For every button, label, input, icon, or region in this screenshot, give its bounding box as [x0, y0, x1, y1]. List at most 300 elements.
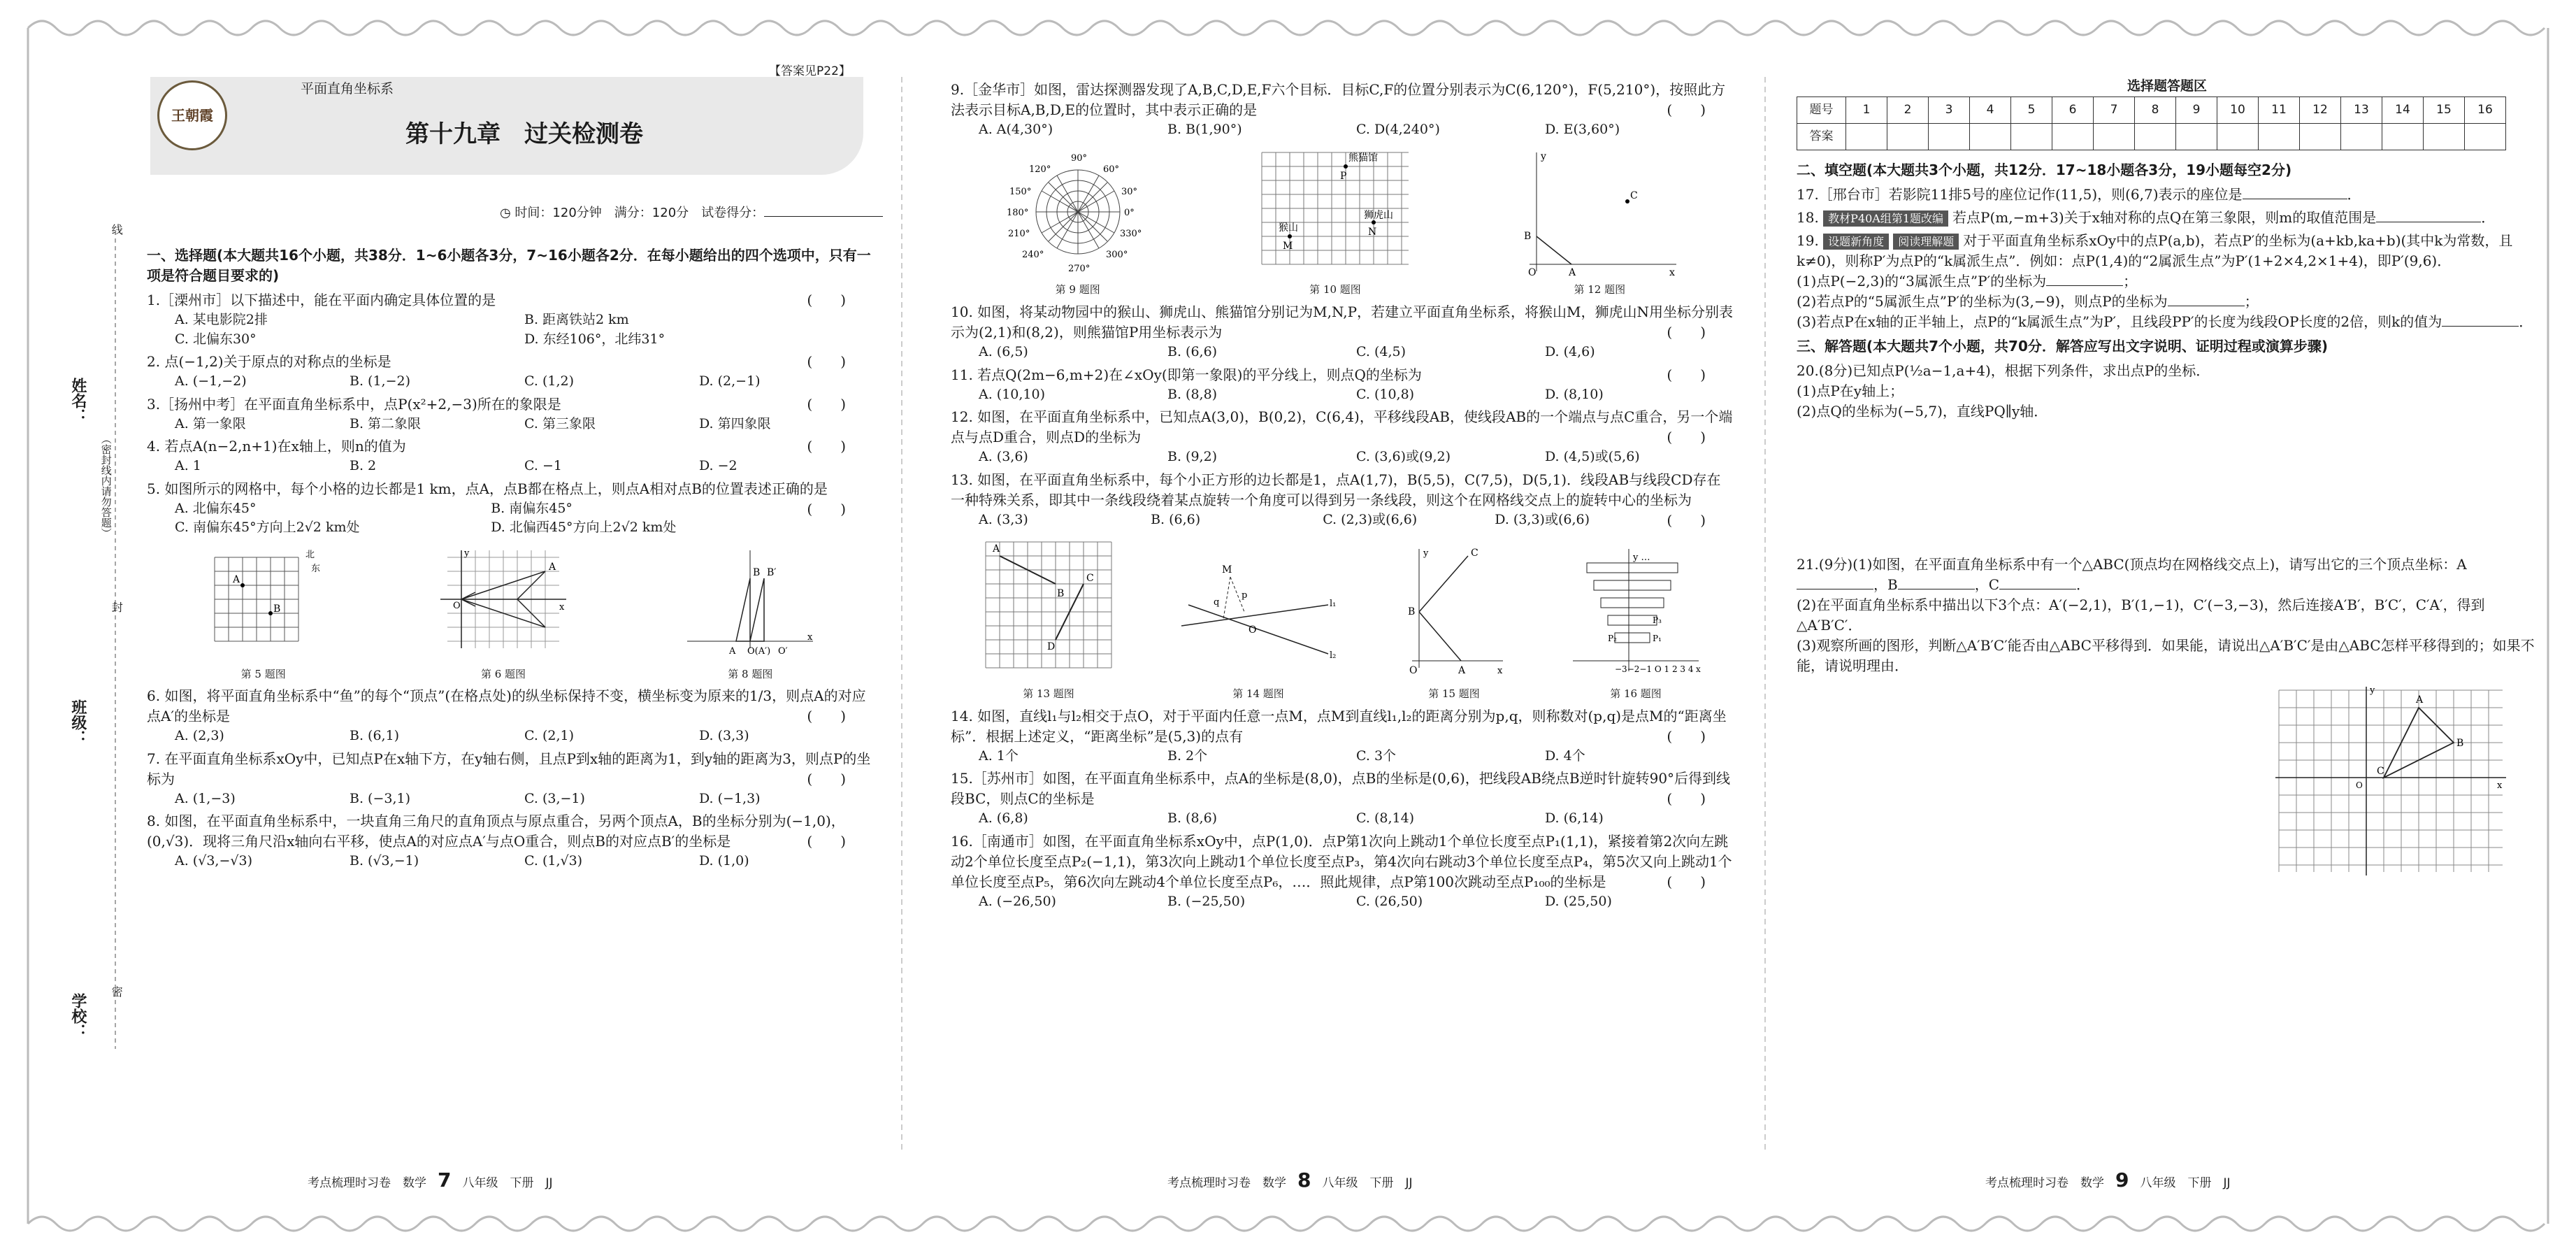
q15-opt-b[interactable]: B. (8,6)	[1167, 810, 1218, 827]
footer-9-number: 9	[2115, 1168, 2129, 1192]
answer-area-title: 选择题答题区	[2127, 78, 2207, 94]
svg-text:x: x	[807, 631, 813, 643]
answer-grid-number: 10	[2217, 96, 2259, 123]
q5-text: 5. 如图所示的网格中，每个小格的边长都是1 km，点A，点B都在格点上，则点A相对点B的位置表述正确的是	[147, 480, 828, 497]
q13-opt-a[interactable]: A. (3,3)	[979, 511, 1028, 527]
q5-opt-d[interactable]: D. 北偏西45°方向上2√2 km处	[491, 520, 677, 536]
svg-text:240°: 240°	[1021, 249, 1044, 260]
figure-6-caption: 第 6 题图	[480, 667, 526, 680]
svg-text:x: x	[1696, 664, 1701, 675]
q13-opt-c[interactable]: C. (2,3)或(6,6)	[1323, 511, 1418, 527]
q14-opt-a[interactable]: A. 1个	[979, 748, 1019, 764]
q3-opt-c[interactable]: C. 第三象限	[524, 415, 596, 431]
figure-13	[979, 535, 1118, 702]
answer-ref: 【答案见P22】	[769, 64, 851, 78]
footer-8-right: 八年级 下册 JJ	[1322, 1176, 1413, 1190]
q12-opt-c[interactable]: C. (3,6)或(9,2)	[1356, 449, 1451, 465]
q6-opt-a[interactable]: A. (2,3)	[175, 728, 224, 744]
q12-opt-a[interactable]: A. (3,6)	[979, 449, 1028, 465]
answer-grid-cell[interactable]	[2341, 123, 2382, 150]
answer-grid-number: 8	[2135, 96, 2176, 123]
q19-text: 对于平面直角坐标系xOy中的点P(a,b)，若点P′的坐标为(a+kb,ka+b)(其中k为常数，且k≠0)，则称P′为点P的“k属派生点”．例如：点P(1,4)的“2属派生点”为P′(1+2×4,2×1+4)，即P′(9,6)．	[1797, 231, 2513, 269]
q19-part-1-blank[interactable]	[2046, 285, 2123, 286]
figure-15-caption: 第 15 题图	[1428, 687, 1480, 700]
q4-opt-d[interactable]: D. −2	[699, 458, 737, 474]
q13-opt-d[interactable]: D. (3,3)或(6,6)	[1495, 511, 1590, 527]
q15-opt-d[interactable]: D. (6,14)	[1545, 810, 1604, 827]
q1-opt-a[interactable]: A. 某电影院2排	[175, 312, 268, 327]
svg-text:180°: 180°	[1006, 207, 1028, 218]
q8-answer-paren[interactable]: ( )	[807, 833, 846, 850]
q10-answer-paren[interactable]: ( )	[1667, 324, 1706, 341]
q14-opt-b[interactable]: B. 2个	[1167, 748, 1208, 764]
answer-grid-cell[interactable]	[1846, 123, 1887, 150]
answer-grid-header-ans: 答案	[1797, 123, 1846, 150]
seal-seal: 封	[110, 601, 124, 613]
figure-8-graphic	[680, 543, 820, 662]
svg-text:N: N	[1367, 226, 1377, 238]
answer-grid-cell[interactable]	[1887, 123, 1929, 150]
svg-text:O′: O′	[778, 645, 788, 657]
name-label: 姓名：	[69, 378, 87, 424]
figure-12	[1516, 145, 1683, 299]
q2-opt-d[interactable]: D. (2,−1)	[699, 373, 761, 389]
svg-text:P₃: P₃	[1653, 615, 1662, 626]
answer-grid-number: 14	[2382, 96, 2424, 123]
q6-answer-paren[interactable]: ( )	[807, 708, 846, 725]
svg-text:C: C	[1086, 573, 1094, 585]
logo-text: 王朝霞	[171, 106, 213, 124]
question-11	[951, 365, 1734, 405]
svg-text:y: y	[463, 548, 470, 559]
q7-opt-b[interactable]: B. (−3,1)	[350, 790, 411, 806]
q7-opt-c[interactable]: C. (3,−1)	[524, 790, 585, 806]
svg-text:60°: 60°	[1102, 164, 1119, 175]
q6-opt-b[interactable]: B. (6,1)	[350, 728, 400, 744]
question-9	[951, 80, 1734, 140]
question-14	[951, 706, 1734, 766]
q15-answer-paren[interactable]: ( )	[1667, 790, 1706, 808]
figure-16	[1566, 542, 1706, 702]
exam-meta	[500, 204, 883, 222]
answer-grid-cell[interactable]	[2217, 123, 2259, 150]
figure-9	[1001, 145, 1155, 299]
q19-part-1: (1)点P(−2,3)的“3属派生点”P′的坐标为 ；	[1797, 272, 2138, 289]
svg-text:O: O	[2356, 780, 2363, 790]
q13-opt-b[interactable]: B. (6,6)	[1151, 511, 1201, 527]
svg-text:330°: 330°	[1119, 228, 1142, 239]
answer-grid-number: 15	[2424, 96, 2465, 123]
question-20	[1797, 361, 2538, 422]
page-title: 第十九章 过关检测卷	[405, 120, 643, 148]
figure-6	[433, 543, 573, 682]
q2-opt-c[interactable]: C. (1,2)	[524, 373, 574, 389]
q19-part-3-blank[interactable]	[2442, 326, 2519, 327]
q15-text: 15.［苏州市］如图，在平面直角坐标系中，点A的坐标是(8,0)，点B的坐标是(0,6)，把线段AB绕点B逆时针旋转90°后得到线段BC，则点C的坐标是	[951, 770, 1731, 808]
question-1	[147, 290, 874, 349]
q5-opt-c[interactable]: C. 南偏东45°方向上2√2 km处	[175, 520, 360, 536]
column-2	[951, 77, 1734, 914]
q2-text: 2. 点(−1,2)关于原点的对称点的坐标是	[147, 353, 391, 371]
q16-opt-d[interactable]: D. (25,50)	[1545, 893, 1612, 909]
figure-16-graphic	[1566, 542, 1706, 682]
question-6	[147, 686, 874, 746]
q2-opt-b[interactable]: B. (1,−2)	[350, 373, 411, 389]
footer-7-left: 考点梳理时习卷 数学	[308, 1176, 426, 1190]
svg-text:y: y	[2370, 685, 2375, 696]
answer-grid-number: 16	[2465, 96, 2506, 123]
q11-opt-a[interactable]: A. (10,10)	[979, 386, 1046, 402]
q9-opt-c[interactable]: C. D(4,240°)	[1356, 122, 1440, 137]
figure-8-caption: 第 8 题图	[728, 667, 773, 680]
q5-opt-a[interactable]: A. 北偏东45°	[175, 500, 257, 516]
q2-opt-a[interactable]: A. (−1,−2)	[175, 373, 247, 389]
q14-text: 14. 如图，直线l₁与l₂相交于点O，对于平面内任意一点M，点M到直线l₁,l₂的距离分别为p,q，则称数对(p,q)是点M的“距离坐标”．根据上述定义，“距离坐标”是(5,3)的点有	[951, 707, 1727, 745]
answer-grid-cell[interactable]	[1929, 123, 1970, 150]
svg-text:P₂: P₂	[1608, 634, 1617, 644]
q19-badge-1: 设题新角度	[1823, 234, 1889, 250]
svg-text:A: A	[1569, 266, 1576, 278]
svg-text:A: A	[729, 645, 736, 657]
figure-6-graphic	[433, 543, 573, 662]
q3-text: 3.［扬州中考］在平面直角坐标系中，点P(x²+2,−3)所在的象限是	[147, 395, 561, 413]
q3-answer-paren[interactable]: ( )	[807, 395, 846, 413]
q10-opt-a[interactable]: A. (6,5)	[979, 344, 1028, 360]
answer-grid-cell[interactable]	[2052, 123, 2094, 150]
svg-text:x: x	[2497, 780, 2503, 791]
q1-opt-d[interactable]: D. 东经106°，北纬31°	[524, 331, 665, 347]
q20-text: 20.(8分)已知点P(½a−1,a+4)，根据下列条件，求出点P的坐标．	[1797, 362, 2210, 379]
footer-page-9	[1985, 1166, 2231, 1195]
svg-text:B′: B′	[767, 566, 777, 578]
q3-opt-d[interactable]: D. 第四象限	[699, 415, 771, 431]
svg-text:P: P	[1339, 170, 1347, 182]
q4-answer-paren[interactable]: ( )	[807, 438, 846, 455]
svg-text:A: A	[548, 561, 556, 573]
question-5	[147, 479, 874, 538]
answer-grid-number: 12	[2300, 96, 2341, 123]
q4-opt-b[interactable]: B. 2	[350, 458, 377, 474]
answer-grid-number: 3	[1929, 96, 1970, 123]
q9-answer-paren[interactable]: ( )	[1667, 101, 1706, 118]
svg-text:O(A′): O(A′)	[747, 645, 771, 657]
question-21	[1797, 555, 2538, 892]
answer-grid-cell[interactable]	[2176, 123, 2217, 150]
q14-opt-d[interactable]: D. 4个	[1545, 748, 1585, 764]
svg-text:270°: 270°	[1067, 263, 1090, 274]
svg-text:B: B	[2456, 737, 2464, 749]
figure-9-graphic	[1001, 145, 1155, 278]
answer-grid-number: 9	[2176, 96, 2217, 123]
svg-text:150°: 150°	[1009, 186, 1031, 197]
svg-text:B: B	[1524, 230, 1532, 242]
svg-text:120°: 120°	[1028, 164, 1051, 175]
q11-text: 11. 若点Q(2m−6,m+2)在∠xOy(即第一象限)的平分线上，则点Q的坐标为	[951, 366, 1422, 383]
q3-opt-a[interactable]: A. 第一象限	[175, 415, 246, 431]
footer-8-left: 考点梳理时习卷 数学	[1167, 1176, 1286, 1190]
seal-secret: 密	[110, 986, 124, 997]
class-label: 班级：	[69, 699, 87, 745]
svg-text:210°: 210°	[1007, 228, 1030, 239]
svg-text:北: 北	[305, 549, 315, 560]
figure-5-caption: 第 5 题图	[240, 667, 286, 680]
q10-text: 10. 如图，将某动物园中的猴山、狮虎山、熊猫馆分别记为M,N,P，若建立平面直角坐标系，将猴山M，狮虎山N用坐标分别表示为(2,1)和(8,2)，则熊猫馆P用坐标表示为	[951, 303, 1734, 341]
question-8	[147, 811, 874, 871]
footer-page-7	[308, 1166, 553, 1195]
q6-opt-d[interactable]: D. (3,3)	[699, 728, 749, 744]
q9-opt-b[interactable]: B. B(1,90°)	[1167, 122, 1242, 137]
answer-grid-number: 4	[1970, 96, 2011, 123]
seal-line: 线	[110, 224, 124, 235]
q7-text: 7. 在平面直角坐标系xOy中，已知点P在x轴下方，在y轴右侧，且点P到x轴的距离为1，到y轴的距离为3，则点P的坐标为	[147, 750, 871, 787]
answer-grid-number: 13	[2341, 96, 2382, 123]
svg-text:90°: 90°	[1070, 152, 1087, 164]
svg-text:q: q	[1214, 597, 1220, 608]
q10-opt-c[interactable]: C. (4,5)	[1356, 344, 1406, 360]
q17-text: 17.［邢台市］若影院11排5号的座位记作(11,5)，则(6,7)表示的座位是	[1797, 185, 2243, 203]
answer-grid-header-num: 题号	[1797, 96, 1846, 123]
column-1	[147, 241, 874, 874]
q4-opt-c[interactable]: C. −1	[524, 458, 562, 474]
svg-text:0°: 0°	[1123, 207, 1135, 218]
q4-text: 4. 若点A(n−2,n+1)在x轴上，则n的值为	[147, 438, 406, 455]
section-3-heading: 三、解答题(本大题共7个小题，共70分．解答应写出文字说明、证明过程或演算步骤)	[1797, 337, 2329, 355]
svg-text:B: B	[273, 603, 280, 615]
question-16	[951, 831, 1734, 912]
q4-opt-a[interactable]: A. 1	[175, 458, 201, 474]
svg-text:M: M	[1222, 564, 1232, 576]
q3-opt-b[interactable]: B. 第二象限	[350, 415, 422, 431]
question-10	[951, 302, 1734, 362]
question-12	[951, 407, 1734, 467]
svg-text:B: B	[1408, 606, 1416, 618]
q12-opt-d[interactable]: D. (4,5)或(5,6)	[1545, 449, 1640, 465]
q21-part-2: (2)在平面直角坐标系中描出以下3个点：A′(−2,1)，B′(1,−1)，C′(−3,−3)，然后连接A′B′，B′C′，C′A′，得到△A′B′C′．	[1797, 596, 2485, 634]
answer-grid-cell[interactable]	[2424, 123, 2465, 150]
q8-opt-b[interactable]: B. (√3,−1)	[350, 853, 419, 869]
svg-text:B: B	[753, 566, 761, 578]
q11-answer-paren[interactable]: ( )	[1667, 366, 1706, 383]
q1-text: 1.［溧州市］以下描述中，能在平面内确定具体位置的是	[147, 292, 496, 308]
q19-part-2-text: (2)若点P的“5属派生点”P′的坐标为(3,−9)，则点P的坐标为	[1797, 292, 2168, 310]
q19-part-2: (2)若点P的“5属派生点”P′的坐标为(3,−9)，则点P的坐标为 ；	[1797, 292, 2259, 310]
exam-meta-text: ◷ 时间：120分钟 满分：120分 试卷得分：	[500, 206, 765, 220]
q10-opt-d[interactable]: D. (4,6)	[1545, 344, 1595, 360]
q15-opt-a[interactable]: A. (6,8)	[979, 810, 1028, 827]
figures-row-1	[147, 543, 874, 682]
svg-text:A: A	[993, 543, 1000, 555]
q11-opt-c[interactable]: C. (10,8)	[1356, 386, 1415, 402]
svg-text:D: D	[1047, 641, 1056, 653]
q19-part-3: (3)若点P在x轴的正半轴上，点P的“k属派生点”为P′，且线段PP′的长度为线段OP长度的2倍，则k的值为 ．	[1797, 313, 2533, 330]
q9-text: 9.［金华市］如图，雷达探测器发现了A,B,C,D,E,F六个目标．目标C,F的位置分别表示为C(6,120°)，F(5,210°)，按照此方法表示目标A,B,D,E的位置时，其中表示正确的是	[951, 81, 1726, 118]
svg-text:熊猫馆: 熊猫馆	[1348, 152, 1378, 164]
q16-opt-c[interactable]: C. (26,50)	[1356, 893, 1423, 909]
question-7	[147, 749, 874, 809]
question-3	[147, 394, 874, 434]
svg-text:300°: 300°	[1105, 249, 1128, 260]
q12-answer-paren[interactable]: ( )	[1667, 429, 1706, 446]
q16-opt-b[interactable]: B. (−25,50)	[1167, 893, 1246, 909]
svg-text:l₁: l₁	[1330, 599, 1337, 610]
question-15	[951, 769, 1734, 829]
school-label: 学校：	[69, 993, 87, 1039]
q12-text: 12. 如图，在平面直角坐标系中，已知点A(3,0)，B(0,2)，C(6,4)，平移线段AB，使线段AB的一个端点与点C重合，另一个端点与点D重合，则点D的坐标为	[951, 408, 1733, 446]
answer-grid-cell[interactable]	[2135, 123, 2176, 150]
footer-7-number: 7	[438, 1168, 452, 1192]
question-13	[951, 470, 1734, 530]
figure-5-graphic	[201, 543, 326, 662]
q8-opt-c[interactable]: C. (1,√3)	[524, 853, 583, 869]
figure-16-caption: 第 16 题图	[1610, 687, 1662, 700]
answer-grid-cell[interactable]	[2300, 123, 2341, 150]
logo	[157, 80, 227, 150]
footer-8-number: 8	[1297, 1168, 1311, 1192]
q16-opt-a[interactable]: A. (−26,50)	[979, 893, 1056, 909]
svg-text:A: A	[1458, 665, 1466, 677]
svg-text:C: C	[2377, 765, 2384, 777]
q20-part-2: (2)点Q的坐标为(−5,7)，直线PQ∥y轴．	[1797, 402, 2048, 420]
q18-text: 若点P(m,−m+3)关于x轴对称的点Q在第三象限，则m的取值范围是	[1952, 208, 2377, 226]
q5-opt-b[interactable]: B. 南偏东45°	[491, 500, 573, 516]
figure-5	[201, 543, 326, 682]
q8-opt-a[interactable]: A. (√3,−√3)	[175, 853, 252, 869]
answer-grid-number: 5	[2011, 96, 2052, 123]
q7-opt-a[interactable]: A. (1,−3)	[175, 790, 236, 806]
q11-opt-b[interactable]: B. (8,8)	[1167, 386, 1218, 402]
answer-grid-number: 7	[2094, 96, 2135, 123]
footer-9-left: 考点梳理时习卷 数学	[1985, 1176, 2104, 1190]
figure-13-caption: 第 13 题图	[1023, 687, 1074, 700]
figure-12-graphic	[1516, 145, 1683, 278]
svg-text:O: O	[452, 600, 461, 611]
q15-opt-c[interactable]: C. (8,14)	[1356, 810, 1415, 827]
footer-9-right: 八年级 下册 JJ	[2140, 1176, 2231, 1190]
svg-text:A: A	[2416, 694, 2424, 706]
q16-answer-paren[interactable]: ( )	[1667, 873, 1706, 890]
answer-grid-cell[interactable]	[2382, 123, 2424, 150]
q21-text: 21.(9分)(1)如图，在平面直角坐标系中有一个△ABC(顶点均在网格线交点上)，请写出它的三个顶点坐标：A	[1797, 555, 2467, 573]
q21-part-3: (3)观察所画的图形，判断△A′B′C′能否由△ABC平移得到．如果能，请说出△A′B′C′是由△ABC怎样平移得到的；如果不能，请说明理由．	[1797, 636, 2535, 674]
q8-text: 8. 如图，在平面直角坐标系中，一块直角三角尺的直角顶点与原点重合，另两个顶点A，B的坐标分别为(−1,0)，(0,√3)．现将三角尺沿x轴向右平移，使点A的对应点A′与点O重合，则点B的对应点B′的坐标是	[147, 813, 845, 850]
seal-note: （密封线内请勿答题）	[99, 434, 113, 538]
answer-grid-cell[interactable]	[1970, 123, 2011, 150]
answer-grid-cell[interactable]	[2094, 123, 2135, 150]
svg-text:O: O	[1249, 624, 1257, 636]
q9-opt-d[interactable]: D. E(3,60°)	[1545, 122, 1620, 137]
q8-opt-d[interactable]: D. (1,0)	[699, 853, 749, 869]
figure-10-caption: 第 10 题图	[1309, 283, 1361, 296]
figure-10-graphic	[1255, 145, 1416, 278]
svg-text:y …: y …	[1633, 552, 1650, 564]
q14-opt-c[interactable]: C. 3个	[1356, 748, 1397, 764]
svg-text:M: M	[1282, 240, 1293, 252]
q7-opt-d[interactable]: D. (−1,3)	[699, 790, 761, 806]
q6-opt-c[interactable]: C. (2,1)	[524, 728, 574, 744]
q7-answer-paren[interactable]: ( )	[807, 770, 846, 787]
q13-text: 13. 如图，在平面直角坐标系中，每个小正方形的边长都是1，点A(1,7)，B(5,5)，C(7,5)，D(5,1)．线段AB与线段CD存在一种特殊关系，即其中一条线段绕着某点旋转一个角度可以得到另一条线段，则这个在网格线交点上的旋转中心的坐标为	[951, 471, 1721, 508]
q11-opt-d[interactable]: D. (8,10)	[1545, 386, 1604, 402]
svg-text:p: p	[1242, 590, 1248, 601]
figure-13-graphic	[979, 535, 1118, 682]
figure-8	[680, 543, 820, 682]
section-2-heading: 二、填空题(本大题共3个小题，共12分．17~18小题各3分，19小题每空2分)	[1797, 161, 2292, 178]
figure-10	[1255, 145, 1416, 299]
svg-text:C: C	[1471, 548, 1478, 559]
q9-opt-a[interactable]: A. A(4,30°)	[979, 122, 1053, 137]
question-4	[147, 436, 874, 476]
svg-text:y: y	[1423, 548, 1429, 559]
answer-grid-number: 1	[1846, 96, 1887, 123]
footer-page-8	[1167, 1166, 1413, 1195]
topic-label: 平面直角坐标系	[301, 81, 394, 96]
figure-21-graphic	[2272, 683, 2510, 886]
question-18: 18. 教材P40A组第1题改编 若点P(m,−m+3)关于x轴对称的点Q在第三象限，则m的取值范围是 ．	[1797, 208, 2496, 226]
q1-opt-b[interactable]: B. 距离铁站2 km	[524, 312, 629, 327]
svg-text:C: C	[1630, 190, 1639, 201]
svg-text:x: x	[559, 601, 565, 613]
q1-opt-c[interactable]: C. 北偏东30°	[175, 331, 257, 347]
answer-grid-cell[interactable]	[2011, 123, 2052, 150]
svg-text:P₁: P₁	[1653, 634, 1662, 644]
svg-text:x: x	[1497, 666, 1503, 677]
question-2	[147, 352, 874, 392]
section-1-heading: 一、选择题(本大题共16个小题，共38分．1~6小题各3分，7~16小题各2分．在每小题给出的四个选项中，只有一项是符合题目要求的)	[147, 247, 871, 284]
figure-15	[1398, 542, 1510, 702]
q13-answer-paren[interactable]: ( )	[1667, 511, 1706, 529]
figure-9-caption: 第 9 题图	[1055, 283, 1100, 296]
question-19: 19. 设题新角度 阅读理解题 对于平面直角坐标系xOy中的点P(a,b)，若点P′的坐标为(a+kb,ka+b)(其中k为常数，且k≠0)，则称P′为点P的“k属派生点”．例如：点P(1,4)的“2属派生点”为P′(1+2×4,2×1+4)，即P′(9,6)． (1)点P(−2,3)的“3属派生点”P′的坐标为 ； (2)若点P的“5属派生点”P′的坐标为(3,−9)，则点P的坐标为 ； (3)若点P在x轴的正半轴上，点P的“k属派生点”为P′，且线段PP′的长度为线段OP长度的2倍，则k的值为 ．	[1797, 231, 2538, 332]
svg-text:狮虎山: 狮虎山	[1363, 209, 1393, 221]
q21-part-1: 21.(9分)(1)如图，在平面直角坐标系中有一个△ABC(顶点均在网格线交点上)，请写出它的三个顶点坐标：A，B ，C ．	[1797, 555, 2467, 593]
figures-row-2	[951, 145, 1734, 299]
q16-text: 16.［南通市］如图，在平面直角坐标系xOy中，点P(1,0)．点P第1次向上跳动1个单位长度至点P₁(1,1)，紧接着第2次向左跳动2个单位长度至点P₂(−1,1)，第3次向上跳动1个单位长度至点P₃，第4次向右跳动3个单位长度至点P₄，第5次又向上跳动1个单位长度至点P₅，第6次向左跳动4个单位长度至点P₆，…．照此规律，点P第100次跳动至点P₁₀₀的坐标是	[951, 832, 1732, 890]
q10-opt-b[interactable]: B. (6,6)	[1167, 344, 1218, 360]
answer-grid	[1797, 96, 2506, 150]
svg-text:x: x	[1669, 266, 1676, 278]
q2-answer-paren[interactable]: ( )	[807, 353, 846, 371]
svg-text:B: B	[1057, 588, 1065, 600]
figure-14	[1174, 542, 1342, 702]
q1-answer-paren[interactable]: ( )	[807, 292, 846, 308]
answer-grid-number: 11	[2259, 96, 2300, 123]
answer-grid-cell[interactable]	[2465, 123, 2506, 150]
svg-text:y: y	[1541, 150, 1547, 162]
answer-grid-number: 6	[2052, 96, 2094, 123]
q12-opt-b[interactable]: B. (9,2)	[1167, 449, 1218, 465]
footer-7-right: 八年级 下册 JJ	[462, 1176, 553, 1190]
figure-12-caption: 第 12 题图	[1574, 283, 1626, 296]
score-field[interactable]	[764, 216, 883, 217]
question-17: 17.［邢台市］若影院11排5号的座位记作(11,5)，则(6,7)表示的座位是 ．	[1797, 185, 2361, 203]
answer-grid-cell[interactable]	[2259, 123, 2300, 150]
q19-part-1-text: (1)点P(−2,3)的“3属派生点”P′的坐标为	[1797, 272, 2047, 289]
q19-badge-2: 阅读理解题	[1893, 234, 1959, 250]
figure-14-caption: 第 14 题图	[1232, 687, 1284, 700]
q6-text: 6. 如图，将平面直角坐标系中“鱼”的每个“顶点”(在格点处)的纵坐标保持不变，横坐标变为原来的1/3，则点A的对应点A′的坐标是	[147, 687, 866, 725]
q14-answer-paren[interactable]: ( )	[1667, 727, 1706, 745]
svg-text:猴山: 猴山	[1278, 222, 1298, 234]
svg-text:30°: 30°	[1121, 186, 1137, 197]
q20-part-1: (1)点P在y轴上；	[1797, 382, 1904, 399]
figure-21	[2272, 683, 2538, 892]
column-3	[1797, 77, 2538, 894]
svg-text:O: O	[1528, 266, 1537, 278]
q5-answer-paren[interactable]: ( )	[807, 500, 846, 517]
answer-grid-number: 2	[1887, 96, 1929, 123]
svg-text:O: O	[1409, 665, 1418, 677]
svg-text:l₂: l₂	[1330, 650, 1337, 662]
